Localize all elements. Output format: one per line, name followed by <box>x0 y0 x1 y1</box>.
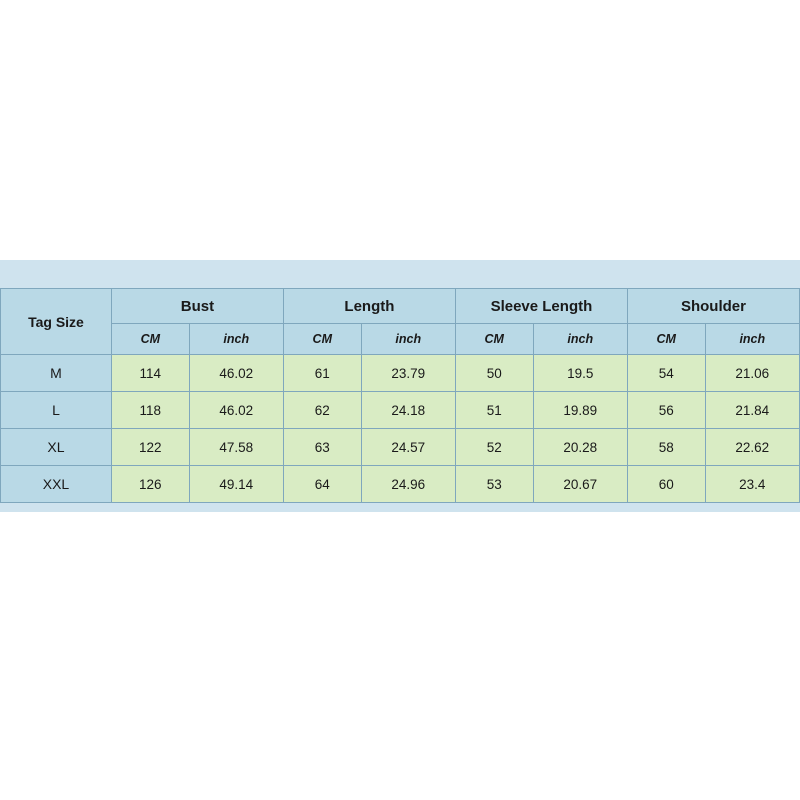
size-chart-table <box>0 288 800 503</box>
cell-length-inch: 24.57 <box>361 429 455 466</box>
cell-sleeve-cm: 50 <box>455 355 533 392</box>
cell-bust-cm: 114 <box>111 355 189 392</box>
cell-length-inch: 24.96 <box>361 466 455 503</box>
cell-shoulder-inch: 23.4 <box>705 466 799 503</box>
cell-length-cm: 62 <box>283 392 361 429</box>
cell-bust-inch: 46.02 <box>189 392 283 429</box>
cell-sleeve-cm: 53 <box>455 466 533 503</box>
cell-sleeve-inch: 19.5 <box>533 355 627 392</box>
row-size-label: XL <box>1 429 112 466</box>
cell-length-inch: 24.18 <box>361 392 455 429</box>
cell-sleeve-cm: 51 <box>455 392 533 429</box>
cell-length-cm: 64 <box>283 466 361 503</box>
cell-bust-cm: 118 <box>111 392 189 429</box>
header-unit-sleeve-cm: CM <box>455 324 533 355</box>
cell-length-cm: 63 <box>283 429 361 466</box>
header-unit-length-cm: CM <box>283 324 361 355</box>
header-group-length: Length <box>283 289 455 324</box>
cell-shoulder-inch: 21.84 <box>705 392 799 429</box>
cell-shoulder-cm: 54 <box>627 355 705 392</box>
cell-shoulder-cm: 58 <box>627 429 705 466</box>
cell-shoulder-cm: 60 <box>627 466 705 503</box>
cell-bust-cm: 126 <box>111 466 189 503</box>
cell-sleeve-inch: 20.67 <box>533 466 627 503</box>
cell-bust-inch: 49.14 <box>189 466 283 503</box>
header-unit-sleeve-inch: inch <box>533 324 627 355</box>
cell-bust-inch: 47.58 <box>189 429 283 466</box>
header-unit-bust-cm: CM <box>111 324 189 355</box>
cell-sleeve-inch: 19.89 <box>533 392 627 429</box>
header-unit-shoulder-inch: inch <box>705 324 799 355</box>
header-group-sleeve-length: Sleeve Length <box>455 289 627 324</box>
header-unit-bust-inch: inch <box>189 324 283 355</box>
size-chart-table-container <box>0 288 800 503</box>
cell-shoulder-inch: 21.06 <box>705 355 799 392</box>
cell-bust-cm: 122 <box>111 429 189 466</box>
table-row <box>1 392 800 429</box>
cell-sleeve-inch: 20.28 <box>533 429 627 466</box>
cell-bust-inch: 46.02 <box>189 355 283 392</box>
row-size-label: M <box>1 355 112 392</box>
header-group-shoulder: Shoulder <box>627 289 799 324</box>
cell-shoulder-cm: 56 <box>627 392 705 429</box>
header-unit-length-inch: inch <box>361 324 455 355</box>
table-row <box>1 429 800 466</box>
header-tag-size: Tag Size <box>1 289 112 355</box>
header-unit-shoulder-cm: CM <box>627 324 705 355</box>
header-group-bust: Bust <box>111 289 283 324</box>
table-header-row-groups <box>1 289 800 324</box>
table-row <box>1 355 800 392</box>
cell-sleeve-cm: 52 <box>455 429 533 466</box>
row-size-label: L <box>1 392 112 429</box>
row-size-label: XXL <box>1 466 112 503</box>
table-row <box>1 466 800 503</box>
table-header-row-units <box>1 324 800 355</box>
cell-shoulder-inch: 22.62 <box>705 429 799 466</box>
cell-length-cm: 61 <box>283 355 361 392</box>
cell-length-inch: 23.79 <box>361 355 455 392</box>
